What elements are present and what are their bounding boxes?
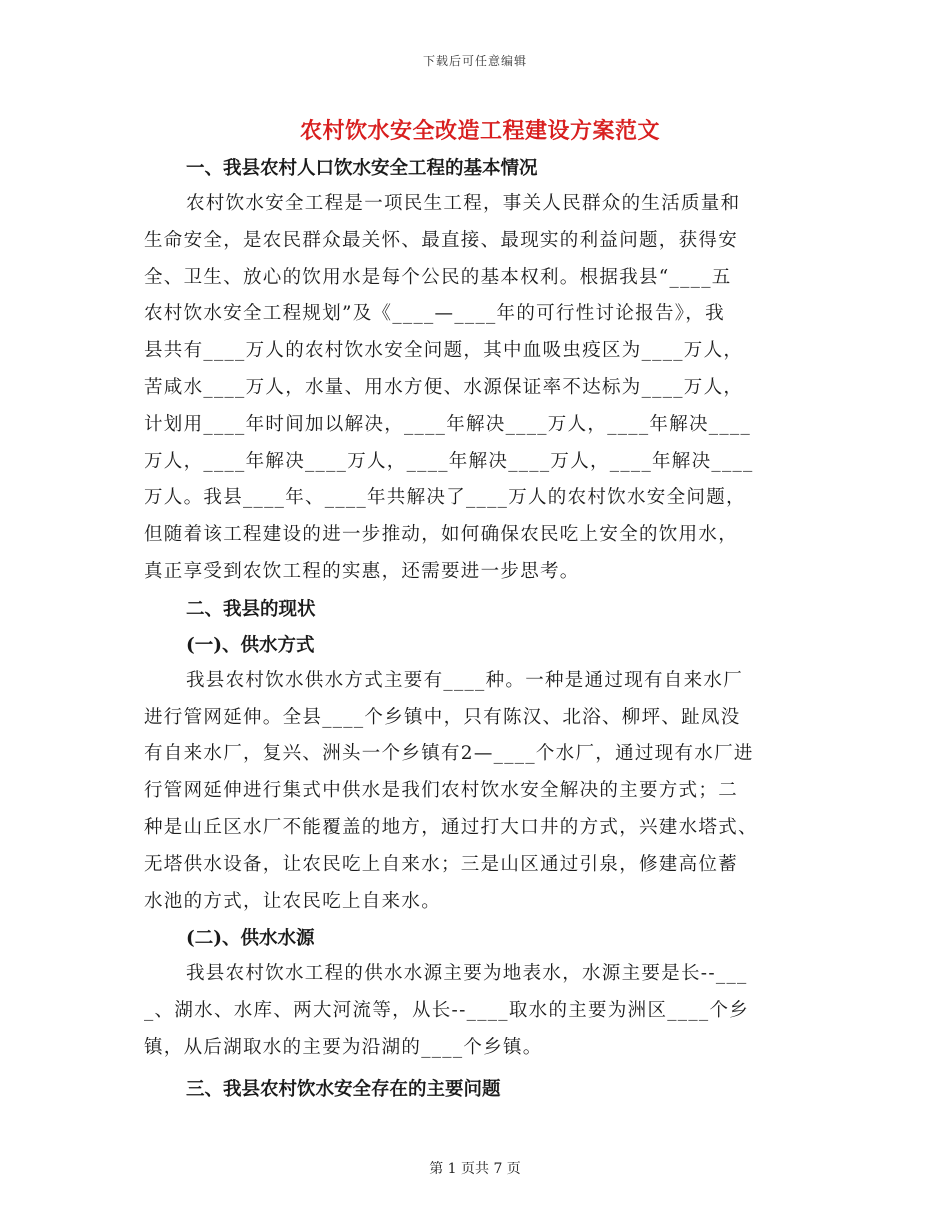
document-title: 农村饮水安全改造工程建设方案范文 — [300, 118, 661, 144]
text-line: 万人，____年解决____万人，____年解决____万人，____年解决____ — [144, 450, 754, 472]
text-line: 但随着该工程建设的进一步推动，如何确保农民吃上安全的饮用水， — [144, 524, 739, 546]
text-line: 无塔供水设备，让农民吃上自来水；三是山区通过引泉，修建高位蓄 — [144, 853, 739, 875]
text-line: 县共有____万人的农村饮水安全问题，其中血吸虫疫区为____万人， — [144, 340, 744, 362]
document-body — [144, 152, 812, 1107]
page-header-note: 下载后可任意编辑 — [422, 54, 527, 68]
text-line: 水池的方式，让农民吃上自来水。 — [144, 890, 442, 912]
subsection-heading-2-1: (一)、供水方式 — [186, 634, 315, 656]
section-heading-1: 一、我县农村人口饮水安全工程的基本情况 — [186, 158, 538, 179]
section-heading-2: 二、我县的现状 — [186, 598, 316, 620]
text-line: 全、卫生、放心的饮用水是每个公民的基本权利。根据我县“____五 — [144, 266, 732, 288]
page-footer-pagination: 第 1 页共 7 页 — [429, 1161, 521, 1177]
section-1-paragraph — [144, 186, 812, 591]
text-line: 我县农村饮水工程的供水水源主要为地表水，水源主要是长--___ — [186, 963, 748, 985]
text-line: 我县农村饮水供水方式主要有____种。一种是通过现有自来水厂 — [186, 669, 744, 691]
text-line: 种是山丘区水厂不能覆盖的地方，通过打大口井的方式，兴建水塔式、 — [144, 816, 758, 838]
section-heading-3: 三、我县农村饮水安全存在的主要问题 — [186, 1078, 501, 1100]
text-line: 农村饮水安全工程规划”及《____—____年的可行性讨论报告》，我 — [144, 303, 725, 325]
text-line: 真正享受到农饮工程的实惠，还需要进一步思考。 — [144, 560, 580, 582]
text-line: 镇，从后湖取水的主要为沿湖的____个乡镇。 — [144, 1036, 543, 1058]
text-line: _、湖水、水库、两大河流等，从长--____取水的主要为洲区____个乡 — [144, 1000, 750, 1022]
text-line: 行管网延伸进行集式中供水是我们农村饮水安全解决的主要方式；二 — [144, 780, 739, 802]
text-line: 万人。我县____年、____年共解决了____万人的农村饮水安全问题， — [144, 487, 746, 509]
subsection-heading-2-2: (二)、供水水源 — [186, 928, 315, 950]
text-line: 计划用____年时间加以解决，____年解决____万人，____年解决____ — [144, 413, 752, 435]
text-line: 苦咸水____万人，水量、用水方便、水源保证率不达标为____万人， — [144, 376, 744, 398]
subsection-2-2-paragraph — [144, 956, 812, 1066]
text-line: 生命安全，是农民群众最关怀、最直接、最现实的利益问题，获得安 — [144, 229, 739, 251]
text-line: 有自来水厂，复兴、洲头一个乡镇有2—____个水厂，通过现有水厂进 — [144, 743, 754, 765]
text-line: 农村饮水安全工程是一项民生工程，事关人民群众的生活质量和 — [186, 193, 741, 214]
subsection-2-1-paragraph — [144, 663, 812, 921]
text-line: 进行管网延伸。全县____个乡镇中，只有陈汉、北浴、柳坪、趾凤没 — [144, 706, 741, 728]
